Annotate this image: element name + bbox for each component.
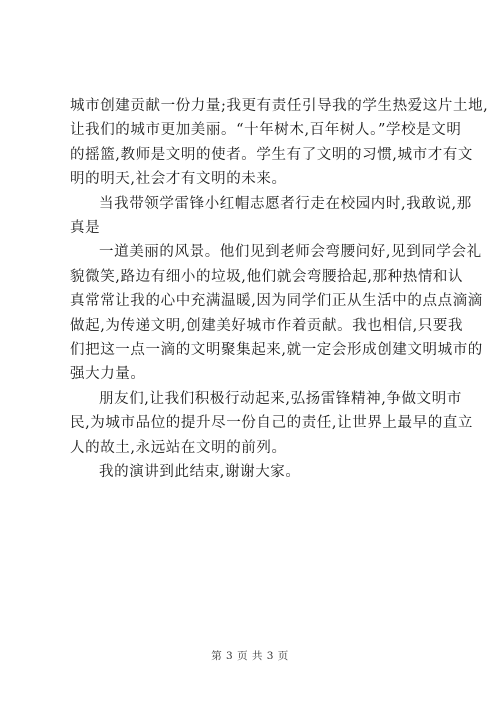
text-line: 我的演讲到此结束,谢谢大家。 <box>99 464 301 481</box>
text-line: 当我带领学雷锋小红帽志愿者行走在校园内时,我敢说,那 <box>99 195 472 212</box>
paragraph-2 <box>70 192 472 241</box>
text-line: 真常常让我的心中充满温暖,因为同学们正从生活中的点点滴滴 <box>70 293 483 310</box>
text-line: 一道美丽的风景。他们见到老师会弯腰问好,见到同学会礼 <box>99 244 482 261</box>
text-line: 的摇篮,教师是文明的使者。学生有了文明的习惯,城市才有文 <box>70 146 474 163</box>
text-line: 城市创建贡献一份力量;我更有责任引导我的学生热爱这片土地, <box>70 98 489 114</box>
document-body <box>70 94 489 485</box>
paragraph-4 <box>70 387 474 460</box>
paragraph-3 <box>70 240 483 386</box>
text-line: 貌微笑,路边有细小的垃圾,他们就会弯腰拾起,那种热情和认 <box>70 268 464 285</box>
text-line: 朋友们,让我们积极行动起来,弘扬雷锋精神,争做文明市 <box>99 390 462 407</box>
text-line: 明的明天,社会才有文明的未来。 <box>70 171 287 188</box>
text-line: 让我们的城市更加美丽。“十年树木,百年树人。”学校是文明 <box>70 122 462 139</box>
text-line: 强大力量。 <box>70 366 146 383</box>
paragraph-1 <box>70 94 489 192</box>
text-line: 人的故土,永远站在文明的前列。 <box>70 439 287 456</box>
text-line: 们把这一点一滴的文明聚集起来,就一定会形成创建文明城市的 <box>70 342 483 359</box>
paragraph-5 <box>70 460 440 484</box>
text-line: 真是 <box>70 220 101 237</box>
page-footer <box>0 648 500 663</box>
page-number-label: 第 3 页 共 3 页 <box>211 650 289 662</box>
text-line: 民,为城市品位的提升尽一份自己的责任,让世界上最早的直立 <box>70 415 474 432</box>
text-line: 做起,为传递文明,创建美好城市作着贡献。我也相信,只要我 <box>70 317 464 334</box>
